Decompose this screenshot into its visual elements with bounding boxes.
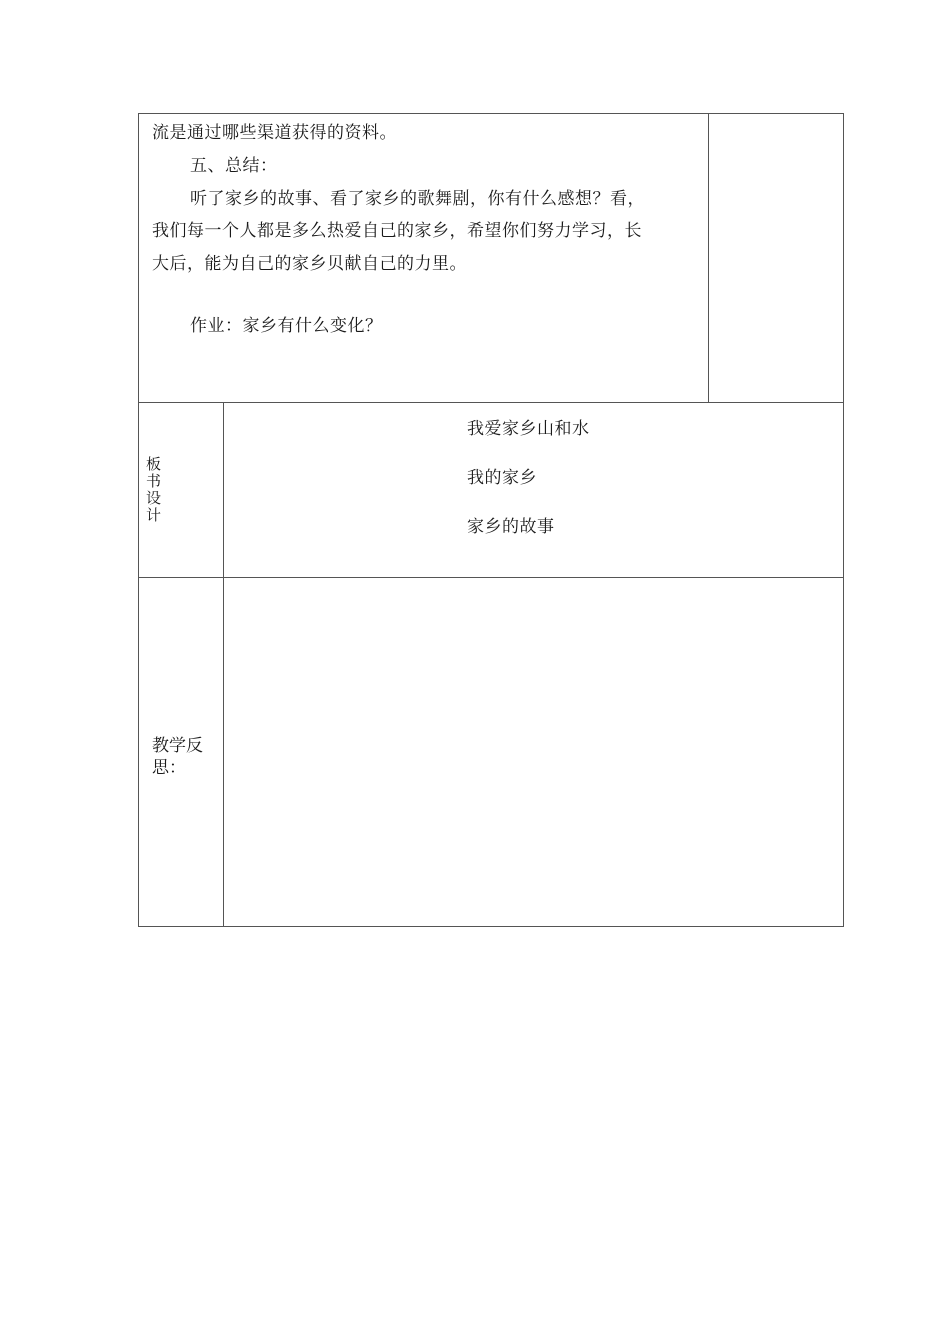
- table-border-top: [138, 113, 844, 114]
- board-item: 我爱家乡山和水: [467, 419, 590, 439]
- notes-column-divider: [708, 113, 709, 403]
- homework-line: 作业：家乡有什么变化？: [190, 316, 383, 336]
- content-line: 大后，能为自己的家乡贝献自己的力里。: [152, 254, 467, 274]
- board-design-label: 板书设计: [146, 455, 162, 524]
- table-border-right: [843, 113, 844, 927]
- summary-heading: 五、总结：: [190, 156, 278, 176]
- teaching-reflection-label: 教学反思：: [152, 736, 203, 778]
- table-border-bottom: [138, 926, 844, 927]
- content-line: 听了家乡的故事、看了家乡的歌舞剧，你有什么感想？看，: [190, 189, 645, 209]
- content-line: 我们每一个人都是多么热爱自己的家乡，希望你们努力学习，长: [152, 221, 642, 241]
- board-item: 我的家乡: [467, 468, 537, 488]
- table-border-left: [138, 113, 139, 927]
- board-item: 家乡的故事: [467, 517, 555, 537]
- content-line: 流是通过哪些渠道获得的资料。: [152, 123, 397, 143]
- table-divider-1: [138, 402, 844, 403]
- teaching-reflection-cell: [224, 578, 843, 926]
